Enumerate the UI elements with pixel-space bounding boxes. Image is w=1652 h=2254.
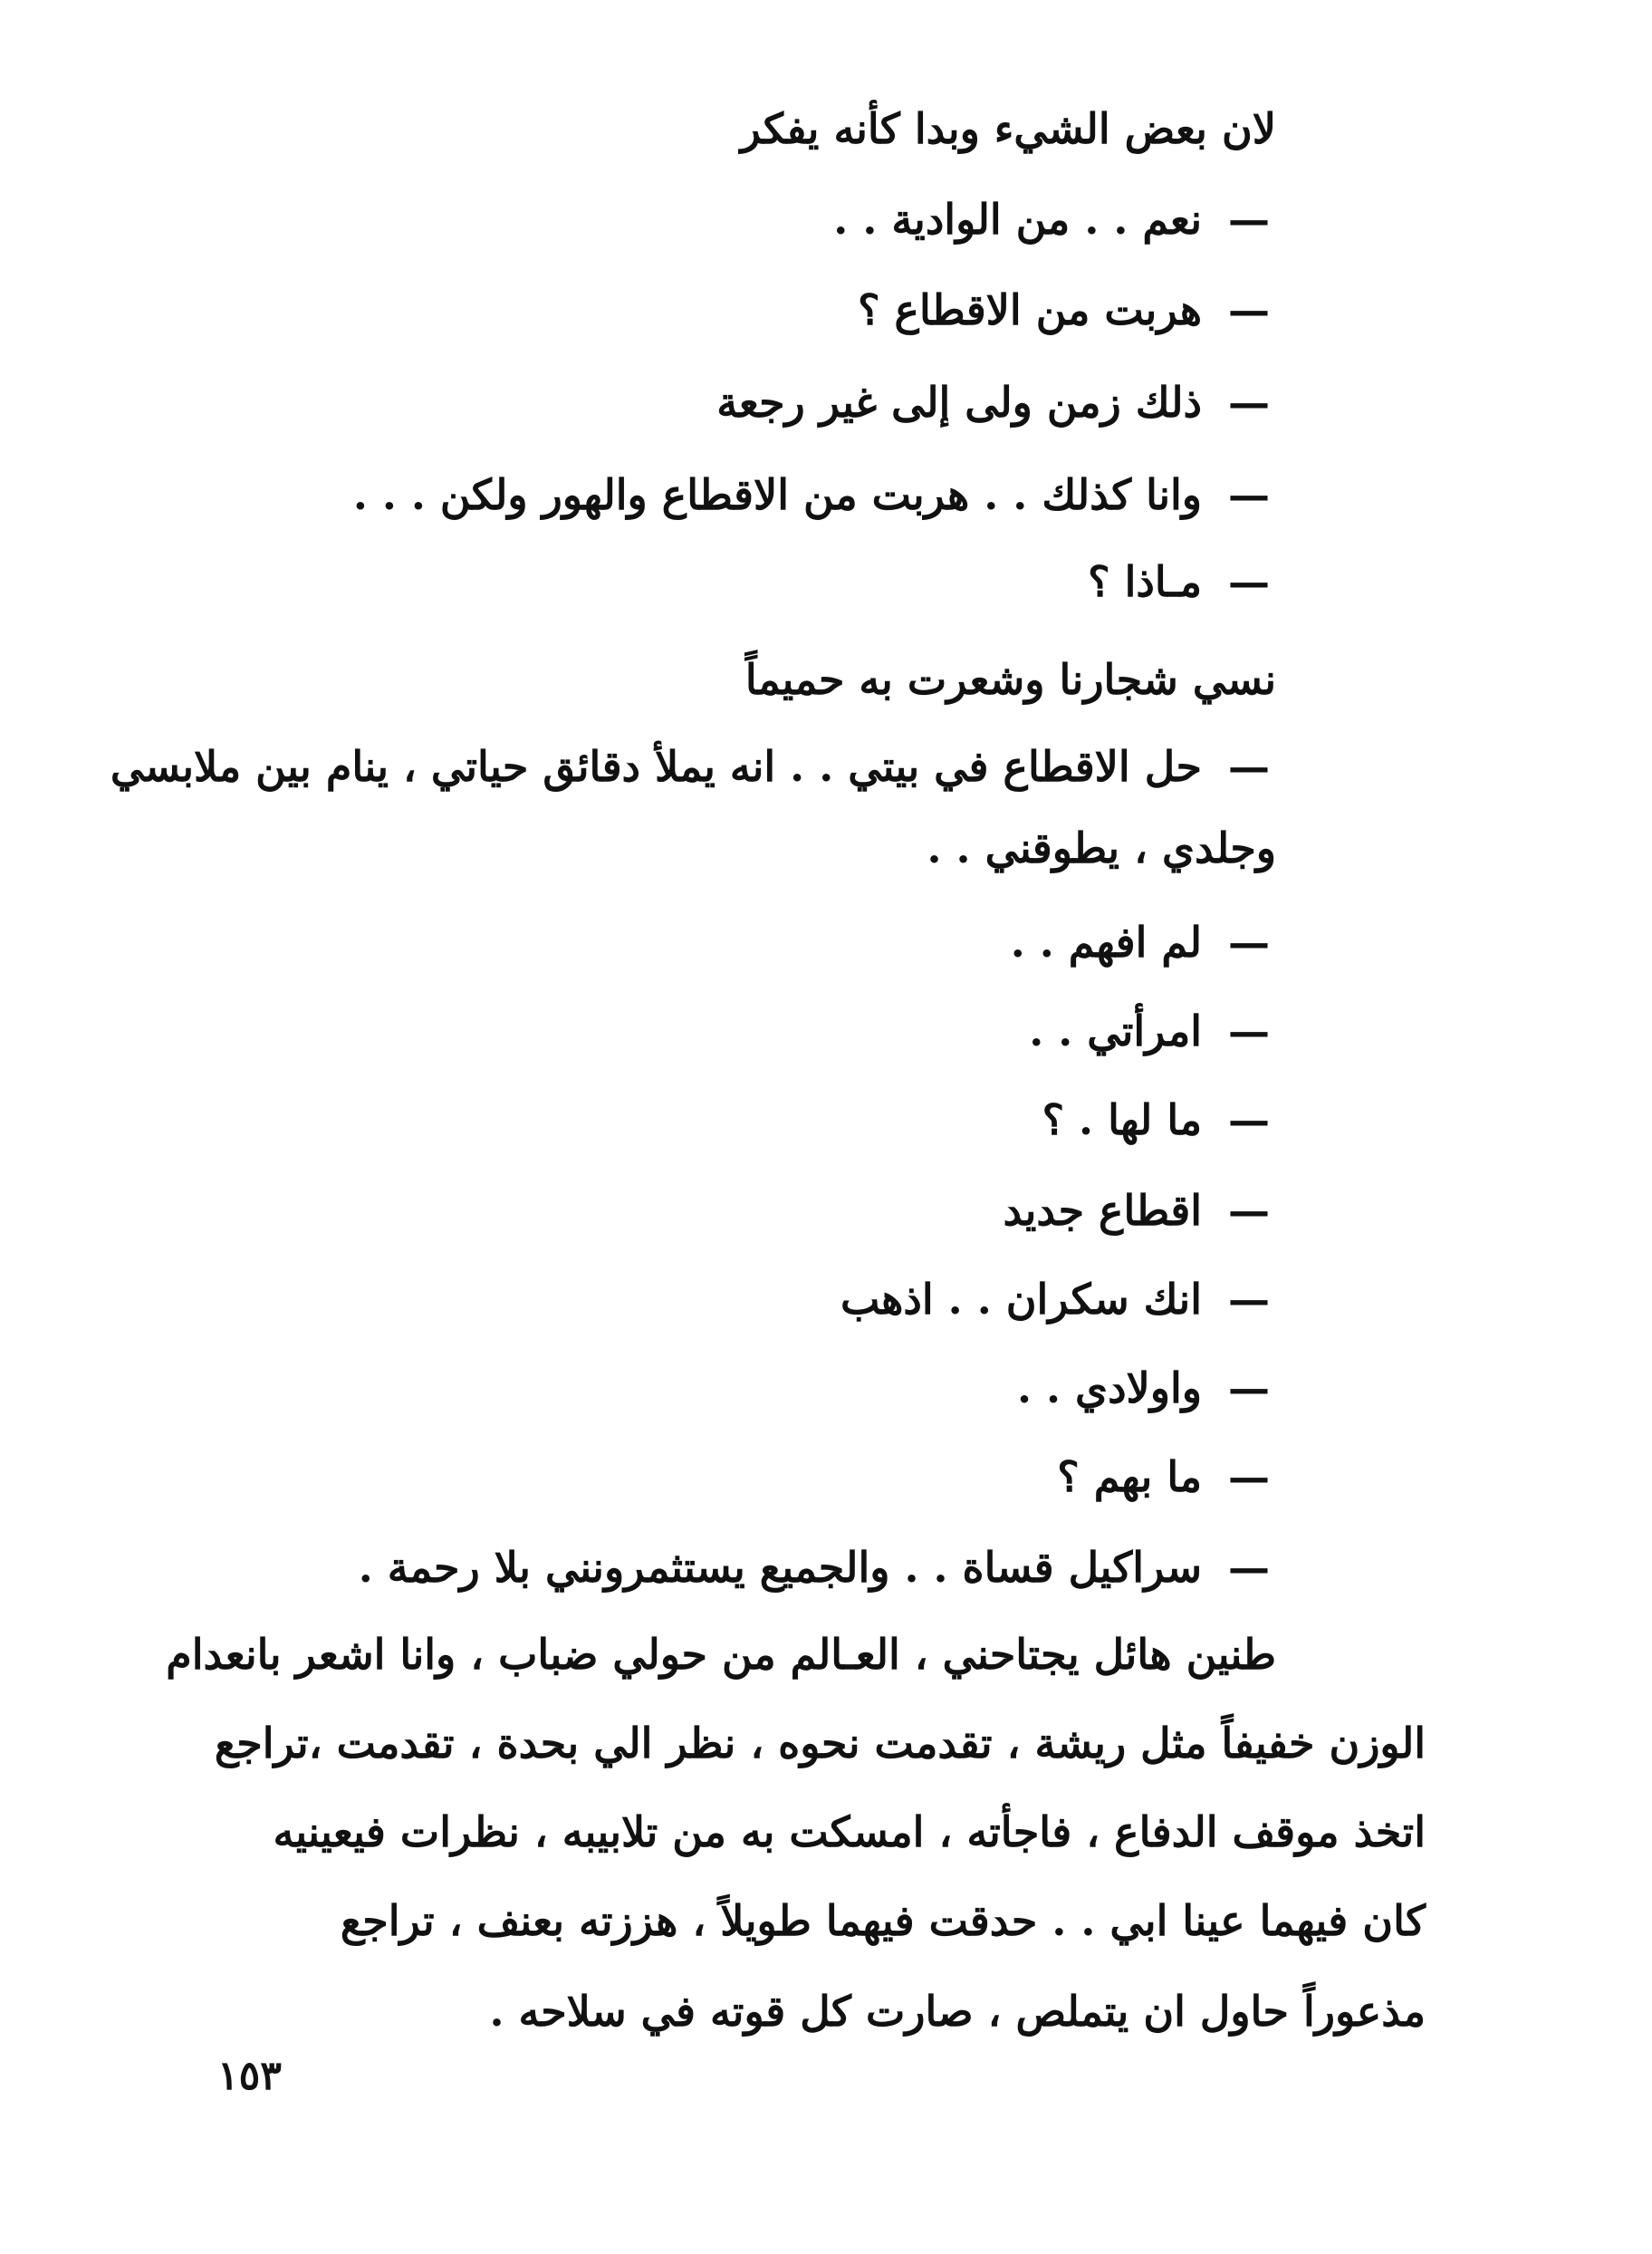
line-text: سراكيل قساة . . والجميع يستثمرونني بلا رحمة . bbox=[358, 1543, 1202, 1592]
line-text: هربت من الاقطاع ؟ bbox=[858, 285, 1202, 334]
dialog-line bbox=[1003, 1183, 1276, 1238]
dialog-line bbox=[110, 739, 1276, 794]
narration-line bbox=[741, 101, 1276, 156]
dialog-dash: — bbox=[1228, 195, 1270, 244]
dialog-line bbox=[359, 1540, 1276, 1594]
dialog-line bbox=[833, 192, 1276, 246]
dialog-line bbox=[1011, 915, 1276, 969]
dialog-dash: — bbox=[1228, 1452, 1270, 1501]
line-text: اقطاع جديد bbox=[1003, 1186, 1202, 1235]
continuation-line bbox=[927, 821, 1276, 875]
dialog-dash: — bbox=[1228, 1095, 1270, 1144]
page-number: ١٥٣ bbox=[217, 2053, 282, 2099]
dialog-line bbox=[858, 283, 1276, 337]
dialog-dash: — bbox=[1228, 1007, 1270, 1055]
line-text: وجلدي ، يطوقني . . bbox=[927, 824, 1276, 872]
dialog-dash: — bbox=[1228, 1186, 1270, 1235]
line-text: واولادي . . bbox=[1017, 1363, 1202, 1412]
line-text: وانا كذلك . . هربت من الاقطاع والهور ولكن . . . bbox=[352, 470, 1202, 519]
dialog-line bbox=[1017, 1361, 1276, 1415]
dialog-line bbox=[1042, 1093, 1276, 1147]
dialog-dash: — bbox=[1228, 742, 1270, 791]
dialog-line bbox=[716, 375, 1276, 429]
dialog-line bbox=[1057, 1450, 1276, 1504]
dialog-dash: — bbox=[1228, 470, 1270, 519]
line-text: لم افهم . . bbox=[1010, 918, 1202, 967]
line-text: لان بعض الشيء وبدا كأنه يفكر bbox=[740, 104, 1276, 153]
paragraph-line: كان فيهما عينا ابي . . حدقت فيهما طويلاً ، هززته بعنف ، تراجع bbox=[340, 1896, 1426, 1945]
line-text: انك سكران . . اذهب bbox=[840, 1275, 1202, 1324]
dialog-line bbox=[353, 467, 1276, 522]
paragraph-line: طنين هائل يجتاحني ، العـالم من حولي ضباب ، وانا اشعر بانعدام bbox=[166, 1630, 1276, 1679]
dialog-line bbox=[840, 1272, 1276, 1326]
line-text: نسي شجارنا وشعرت به حميماً bbox=[744, 655, 1276, 704]
line-text: ما لها . ؟ bbox=[1042, 1095, 1202, 1144]
line-text: مـاذا ؟ bbox=[1088, 557, 1202, 606]
dialog-line bbox=[1029, 1004, 1276, 1058]
line-text: حل الاقطاع في بيتي . . انه يملأ دقائق حياتي ، ينام بين ملابسي bbox=[110, 742, 1202, 791]
line-text: ما بهم ؟ bbox=[1057, 1452, 1202, 1501]
narration-line bbox=[745, 652, 1276, 707]
dialog-dash: — bbox=[1228, 918, 1270, 967]
paragraph-line: مذعوراً حاول ان يتملص ، صارت كل قوته في سلاحه . bbox=[489, 1987, 1426, 2036]
paragraph-line: الوزن خفيفاً مثل ريشة ، تقدمت نحوه ، نظر الي بحدة ، تقدمت ،تراجع bbox=[214, 1719, 1426, 1768]
dialog-dash: — bbox=[1228, 378, 1270, 427]
dialog-line bbox=[1088, 554, 1276, 609]
dialog-dash: — bbox=[1228, 1275, 1270, 1324]
dialog-dash: — bbox=[1228, 1363, 1270, 1412]
dialog-dash: — bbox=[1228, 557, 1270, 606]
line-text: نعم . . من الوادية . . bbox=[833, 195, 1202, 244]
dialog-dash: — bbox=[1228, 285, 1270, 334]
line-text: امرأتي . . bbox=[1029, 1007, 1202, 1055]
line-text: ذلك زمن ولى إلى غير رجعة bbox=[716, 378, 1202, 427]
dialog-dash: — bbox=[1228, 1543, 1270, 1592]
paragraph-line: اتخذ موقف الدفاع ، فاجأته ، امسكت به من تلابيبه ، نظرات فيعينيه bbox=[273, 1807, 1426, 1856]
